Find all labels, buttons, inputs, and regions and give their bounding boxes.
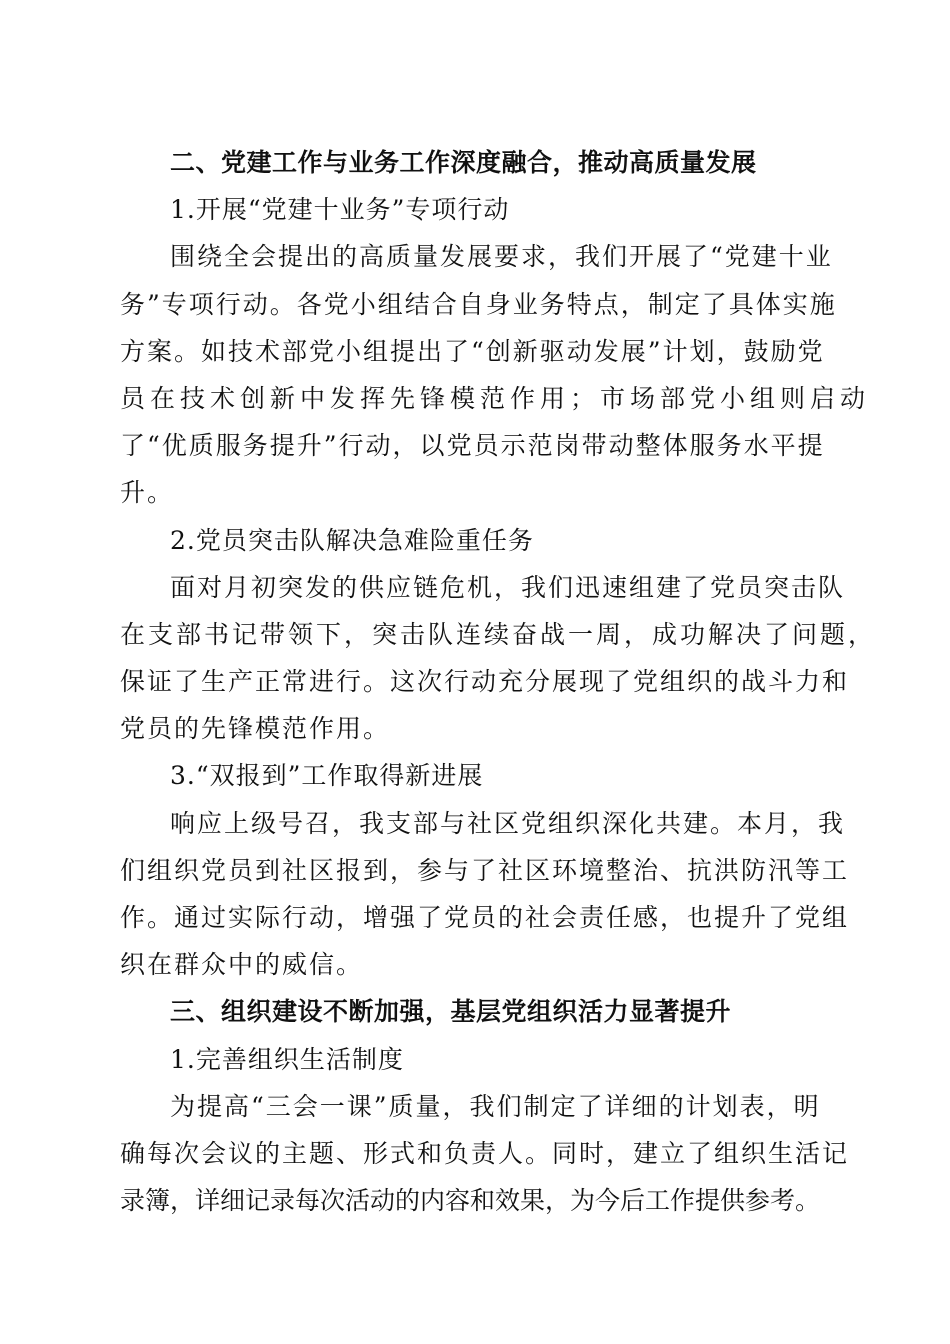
paragraph-line: 们组织党员到社区报到，参与了社区环境整治、抗洪防汛等工 <box>120 855 850 885</box>
paragraph-line: 升。 <box>120 478 175 508</box>
section-heading: 二、党建工作与业务工作深度融合，推动高质量发展 <box>170 148 757 177</box>
paragraph-line: 响应上级号召，我支部与社区党组织深化共建。本月，我 <box>170 808 846 838</box>
subsection-title: 3.“双报到”工作取得新进展 <box>170 761 484 791</box>
paragraph-line: 织在群众中的威信。 <box>120 950 364 980</box>
paragraph-line: 录簿，详细记录每次活动的内容和效果，为今后工作提供参考。 <box>120 1186 821 1216</box>
paragraph-line: 为提高“三会一课”质量，我们制定了详细的计划表，明 <box>170 1091 821 1121</box>
document-body <box>120 139 877 1224</box>
paragraph-line: 务”专项行动。各党小组结合自身业务特点，制定了具体实施 <box>120 289 837 319</box>
paragraph-line: 党员的先锋模范作用。 <box>120 714 391 744</box>
paragraph-line: 了“优质服务提升”行动，以党员示范岗带动整体服务水平提 <box>120 431 825 461</box>
paragraph-line: 面对月初突发的供应链危机，我们迅速组建了党员突击队 <box>170 572 846 602</box>
paragraph-line: 方案。如技术部党小组提出了“创新驱动发展”计划，鼓励党 <box>120 336 825 366</box>
section-heading: 三、组织建设不断加强，基层党组织活力显著提升 <box>170 997 732 1027</box>
paragraph-line: 作。通过实际行动，增强了党员的社会责任感，也提升了党组 <box>120 903 850 932</box>
subsection-title: 1.开展“党建十业务”专项行动 <box>170 195 510 225</box>
paragraph-line: 围绕全会提出的高质量发展要求，我们开展了“党建十业 <box>170 242 833 272</box>
paragraph-line: 确每次会议的主题、形式和负责人。同时，建立了组织生活记 <box>120 1138 850 1168</box>
paragraph-line: 员在技术创新中发挥先锋模范作用；市场部党小组则启动 <box>120 383 871 413</box>
paragraph-line: 在支部书记带领下，突击队连续奋战一周，成功解决了问题， <box>120 619 877 649</box>
paragraph-line: 保证了生产正常进行。这次行动充分展现了党组织的战斗力和 <box>120 667 850 697</box>
subsection-title: 2.党员突击队解决急难险重任务 <box>170 525 534 555</box>
subsection-title: 1.完善组织生活制度 <box>170 1044 404 1074</box>
